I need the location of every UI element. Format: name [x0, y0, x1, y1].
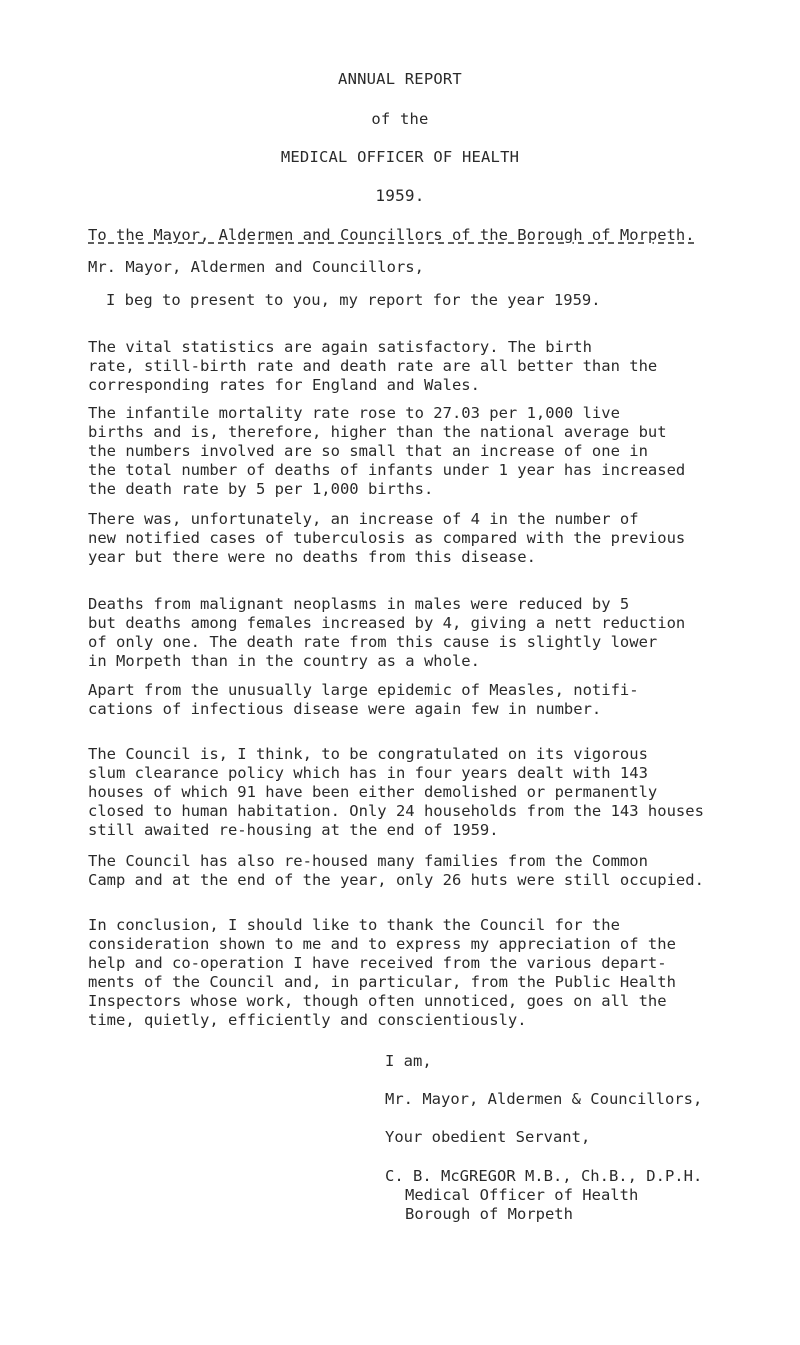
paragraph-vital-statistics: The vital statistics are again satisfactory. The birth rate, still-birth rate and death rate are all better than the corresponding rates for England and Wales.: [88, 338, 658, 394]
closing-address: Mr. Mayor, Aldermen & Councillors,: [385, 1090, 703, 1108]
paragraph-infant-mortality: The infantile mortality rate rose to 27.03 per 1,000 live births and is, therefore, higher than the national average but the numbers involved are so small that an increase of one in the total number of deaths of infants under 1 year has increased the death rate by 5 per 1,000 births.: [88, 404, 686, 498]
paragraph-neoplasms: Deaths from malignant neoplasms in males were reduced by 5 but deaths among females increased by 4, giving a nett reduction of only one. The death rate from this cause is slightly lower in Morpeth than in the country as a whole.: [88, 595, 686, 670]
closing-servant: Your obedient Servant,: [385, 1128, 591, 1146]
signatory-borough: Borough of Morpeth: [405, 1205, 573, 1223]
address-line: Mr. Mayor, Aldermen and Councillors,: [88, 258, 424, 276]
salutation-heading: To the Mayor, Aldermen and Councillors of the Borough of Morpeth.: [88, 226, 695, 244]
report-office: MEDICAL OFFICER OF HEALTH: [280, 148, 520, 166]
report-year: 1959.: [375, 186, 425, 205]
paragraph-tuberculosis: There was, unfortunately, an increase of 4 in the number of new notified cases of tuberculosis as compared with the previous year but there were no deaths from this disease.: [88, 510, 686, 566]
paragraph-slum-clearance: The Council is, I think, to be congratulated on its vigorous slum clearance policy which has in four years dealt with 143 houses of which 91 have been either demolished or permanently closed to human habitation. Only 24 households from the 143 houses still awaited re-housing at the end of 1959.: [88, 745, 704, 839]
paragraph-common-camp: The Council has also re-housed many families from the Common Camp and at the end of the year, only 26 huts were still occupied.: [88, 852, 704, 889]
report-subtitle: of the: [371, 110, 429, 128]
paragraph-intro: I beg to present to you, my report for the year 1959.: [106, 291, 601, 309]
report-title: ANNUAL REPORT: [338, 70, 462, 88]
closing-i-am: I am,: [385, 1052, 432, 1070]
paragraph-measles: Apart from the unusually large epidemic of Measles, notifi- cations of infectious disease were again few in number.: [88, 681, 639, 718]
signatory-title: Medical Officer of Health: [405, 1186, 639, 1204]
paragraph-conclusion: In conclusion, I should like to thank the Council for the consideration shown to me and to express my appreciation of the help and co-operation I have received from the various depart- ments of the Council and, in particular, from the Public Health Inspectors whose work, though often unnoticed, goes on all the time, quietly, efficiently and conscientiously.: [88, 916, 676, 1029]
signatory-name: C. B. McGREGOR M.B., Ch.B., D.P.H.: [385, 1167, 703, 1185]
